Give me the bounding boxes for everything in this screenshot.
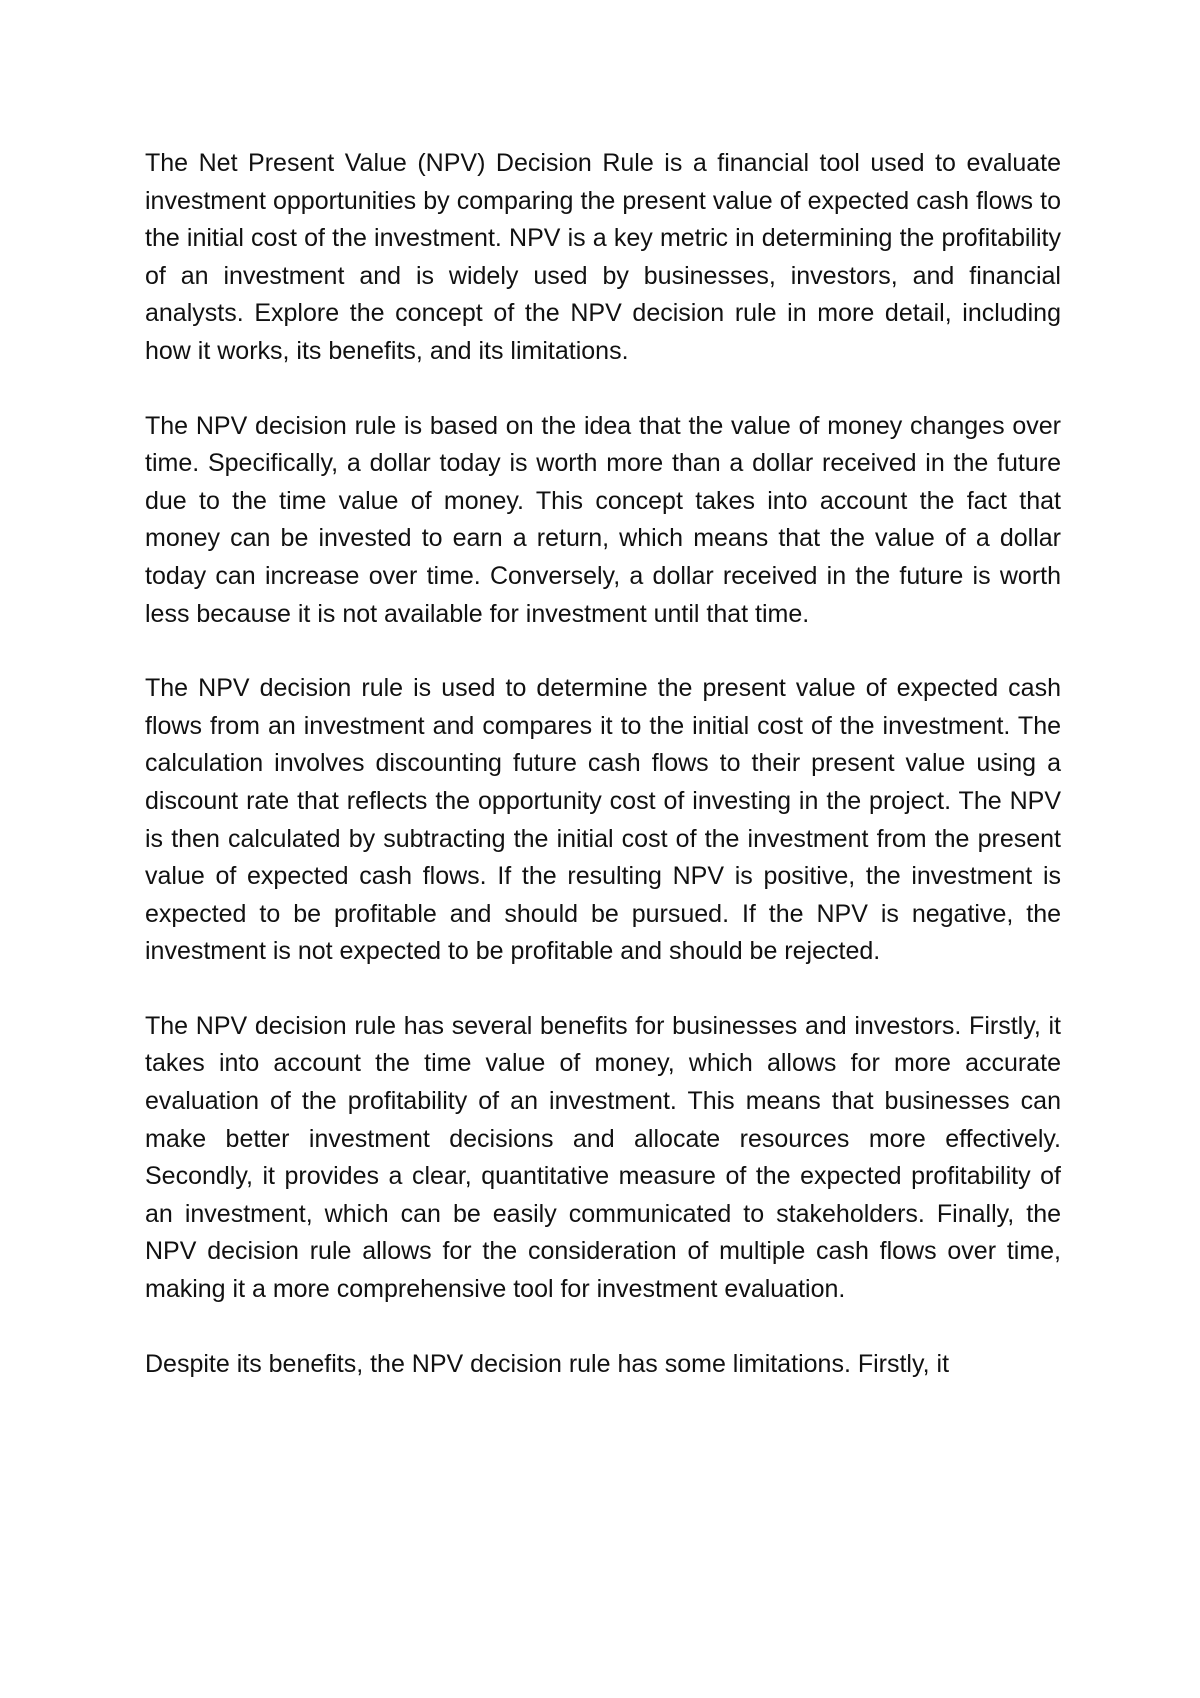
document-body bbox=[145, 145, 1061, 1383]
paragraph-time-value-of-money: The NPV decision rule is based on the idea that the value of money changes over time. Specifically, a dollar today is worth more than a dollar received in the future due to the time value of money. This concept takes into account the fact that money can be invested to earn a return, which means that the value of a dollar today can increase over time. Conversely, a dollar received in the future is worth less because it is not available for investment until that time. bbox=[145, 411, 1061, 628]
paragraph-npv-limitations: Despite its benefits, the NPV decision rule has some limitations. Firstly, it bbox=[145, 1349, 950, 1378]
paragraph-npv-benefits: The NPV decision rule has several benefits for businesses and investors. Firstly, it takes into account the time value of money, which allows for more accurate evaluation of the profitability of an investment. This means that businesses can make better investment decisions and allocate resources more effectively. Secondly, it provides a clear, quantitative measure of the expected profitability of an investment, which can be easily communicated to stakeholders. Finally, the NPV decision rule allows for the consideration of multiple cash flows over time, making it a more comprehensive tool for investment evaluation. bbox=[145, 1011, 1061, 1304]
paragraph-npv-introduction: The Net Present Value (NPV) Decision Rule is a financial tool used to evaluate investment opportunities by comparing the present value of expected cash flows to the initial cost of the investment. NPV is a key metric in determining the profitability of an investment and is widely used by businesses, investors, and financial analysts. Explore the concept of the NPV decision rule in more detail, including how it works, its benefits, and its limitations. bbox=[145, 149, 1061, 365]
paragraph-npv-calculation: The NPV decision rule is used to determine the present value of expected cash flows from an investment and compares it to the initial cost of the investment. The calculation involves discounting future cash flows to their present value using a discount rate that reflects the opportunity cost of investing in the project. The NPV is then calculated by subtracting the initial cost of the investment from the present value of expected cash flows. If the resulting NPV is positive, the investment is expected to be profitable and should be pursued. If the NPV is negative, the investment is not expected to be profitable and should be rejected. bbox=[145, 674, 1061, 966]
